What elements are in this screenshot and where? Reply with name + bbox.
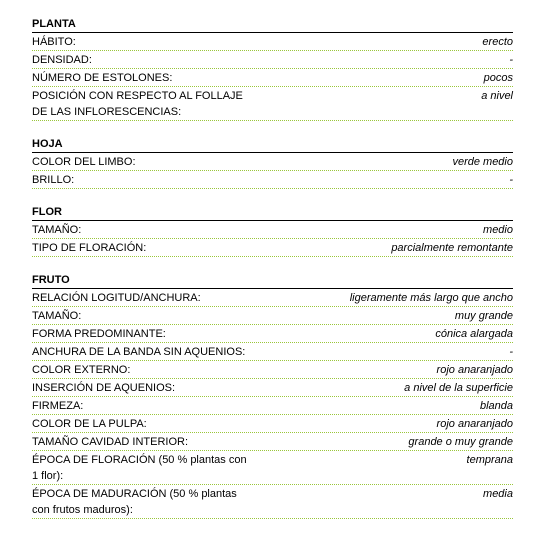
row-value: media [483,488,513,500]
row-forma [32,325,513,343]
row-brillo [32,171,513,189]
row-value: - [509,54,513,66]
row-label: HÁBITO: [32,36,76,48]
row-label: TAMAÑO: [32,310,82,322]
row-anchura-banda [32,343,513,361]
row-label: COLOR DEL LIMBO: [32,156,136,168]
row-label: ÉPOCA DE MADURACIÓN (50 % plantas con frutos maduros): [32,488,237,516]
section-hoja [32,137,513,189]
row-label: INSERCIÓN DE AQUENIOS: [32,382,176,394]
row-posicion-inflorescencias [32,87,513,121]
row-value: medio [483,224,513,236]
section-title: FLOR [32,205,513,221]
row-label: ÉPOCA DE FLORACIÓN (50 % plantas con 1 flor): [32,454,247,482]
row-value: ligeramente más largo que ancho [349,292,513,304]
row-value: a nivel de la superficie [404,382,513,394]
row-label: TAMAÑO CAVIDAD INTERIOR: [32,436,189,448]
section-title: FRUTO [32,273,513,289]
row-cavidad-interior [32,433,513,451]
row-label: POSICIÓN CON RESPECTO AL FOLLAJE DE LAS INFLORESCENCIAS: [32,90,243,118]
row-value: verde medio [452,156,513,168]
row-tamano-flor [32,221,513,239]
row-estolones [32,69,513,87]
row-value: blanda [479,400,513,412]
row-value: parcialmente remontante [391,242,513,254]
row-densidad [32,51,513,69]
row-tipo-floracion [32,239,513,257]
row-value: rojo anaranjado [436,364,513,376]
row-value: temprana [466,454,513,466]
row-epoca-floracion [32,451,513,485]
row-firmeza [32,397,513,415]
row-tamano-fruto [32,307,513,325]
row-habito [32,33,513,51]
characteristics-sheet [32,17,513,535]
section-fruto [32,273,513,519]
row-color-externo [32,361,513,379]
row-value: grande o muy grande [408,436,513,448]
row-label: TAMAÑO: [32,224,82,236]
row-label: FIRMEZA: [32,400,84,412]
row-label: DENSIDAD: [32,54,92,66]
row-label: BRILLO: [32,174,75,186]
row-value: cónica alargada [435,328,513,340]
section-title: PLANTA [32,17,513,33]
section-title: HOJA [32,137,513,153]
row-relacion-longitud [32,289,513,307]
row-label: NÚMERO DE ESTOLONES: [32,72,173,84]
section-planta [32,17,513,121]
row-value: - [509,174,513,186]
row-value: muy grande [454,310,513,322]
row-label: COLOR DE LA PULPA: [32,418,147,430]
row-color-limbo [32,153,513,171]
row-insercion-aquenios [32,379,513,397]
row-value: erecto [482,36,513,48]
row-epoca-maduracion [32,485,513,519]
row-value: - [509,346,513,358]
section-flor [32,205,513,257]
row-label: RELACIÓN LOGITUD/ANCHURA: [32,292,201,304]
row-value: rojo anaranjado [436,418,513,430]
row-color-pulpa [32,415,513,433]
row-label: TIPO DE FLORACIÓN: [32,242,147,254]
row-value: a nivel [481,90,513,102]
row-label: COLOR EXTERNO: [32,364,131,376]
row-value: pocos [483,72,513,84]
row-label: ANCHURA DE LA BANDA SIN AQUENIOS: [32,346,246,358]
row-label: FORMA PREDOMINANTE: [32,328,166,340]
